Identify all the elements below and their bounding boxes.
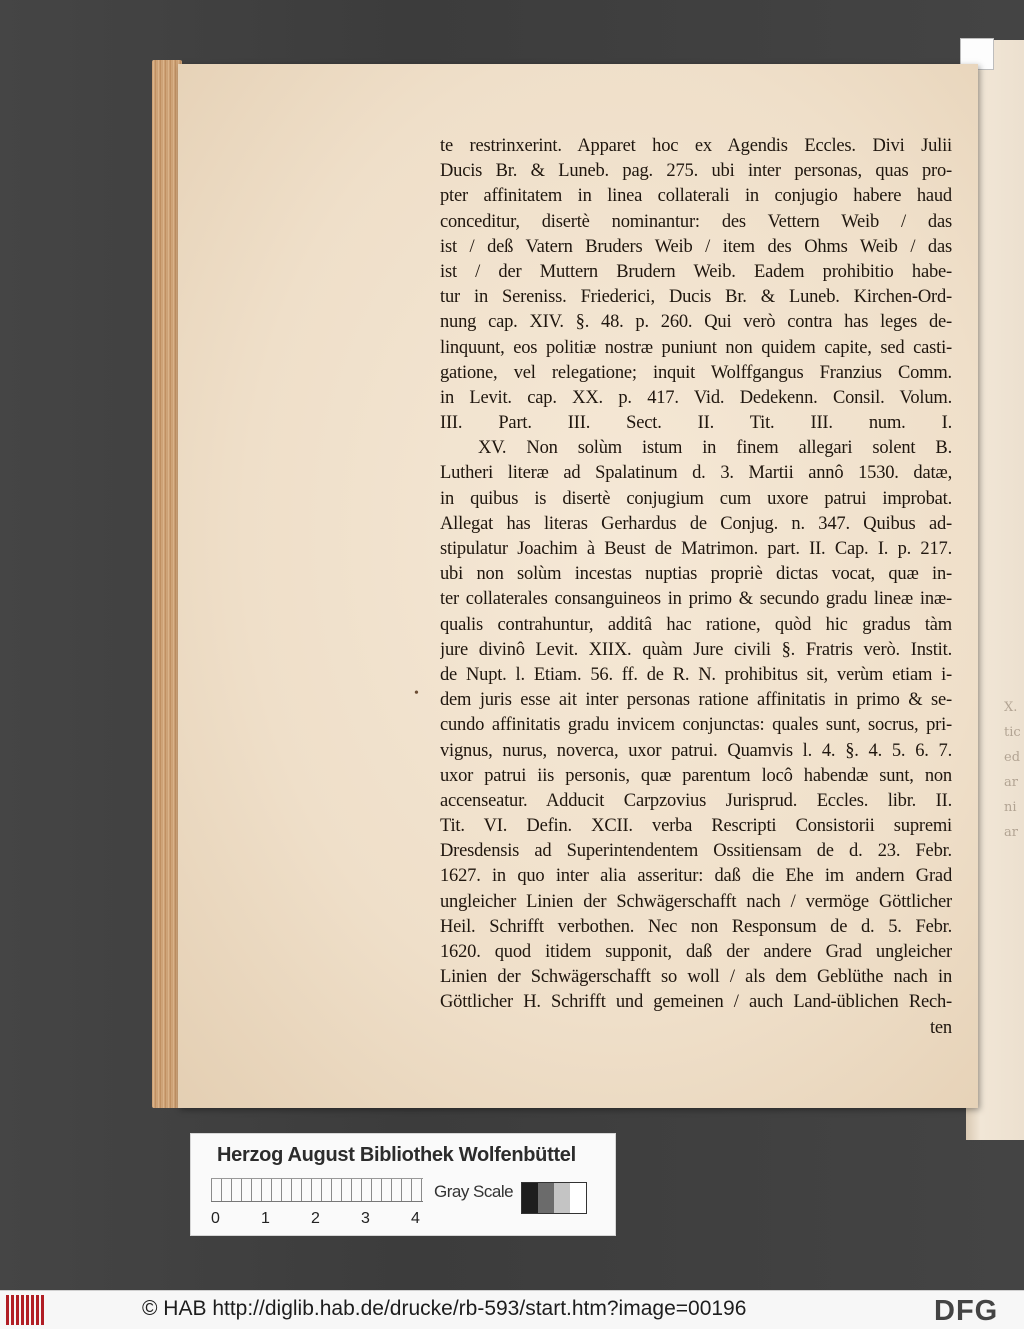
text-line: Heil. Schrifft verbothen. Nec non Responsum de d. 5. Febr.	[440, 916, 952, 937]
grayscale-swatch	[522, 1183, 538, 1213]
text-line: Allegat has literas Gerhardus de Conjug. n. 347. Quibus ad-	[440, 513, 952, 534]
text-line: Tit. VI. Defin. XCII. verba Rescripti Consistorii supremi	[440, 816, 952, 837]
library-label-card	[190, 1133, 616, 1236]
grayscale-swatches	[521, 1182, 587, 1214]
text-line: tur in Sereniss. Friederici, Ducis Br. & Luneb. Kirchen-Ord-	[440, 287, 952, 308]
hab-logo-icon[interactable]	[6, 1295, 46, 1325]
text-line: Ducis Br. & Luneb. pag. 275. ubi inter personas, quas pro-	[440, 161, 952, 182]
facing-page-fragment: ar	[1004, 825, 1018, 840]
text-line: in Levit. cap. XX. p. 417. Vid. Dedekenn. Consil. Volum.	[440, 387, 952, 408]
text-line: ten	[929, 1017, 952, 1038]
text-line: de Nupt. l. Etiam. 56. ff. de R. N. prohibitus sit, verùm etiam i-	[440, 664, 952, 685]
text-line: vignus, nurus, noverca, uxor patrui. Quamvis l. 4. §. 4. 5. 6. 7.	[440, 740, 952, 761]
ruler-number-4: 4	[411, 1210, 420, 1227]
text-line: 1627. in quo inter alia asseritur: daß die Ehe im andern Grad	[440, 866, 952, 887]
facing-page-fragment: ar	[1004, 775, 1018, 790]
scale-ruler	[211, 1178, 423, 1202]
facing-page-fragment: X.	[1004, 700, 1018, 715]
grayscale-label: Gray Scale	[434, 1182, 514, 1201]
text-line: in quibus is disertè conjugium cum uxore patrui improbat.	[440, 488, 952, 509]
dfg-logo[interactable]: DFG	[934, 1295, 999, 1327]
text-line: ter collaterales consanguineos in primo & secundo gradu lineæ inæ-	[440, 589, 952, 610]
text-line: Göttlicher H. Schrifft und gemeinen / auch Land-üblichen Rech-	[440, 992, 952, 1013]
text-line: pter affinitatem in linea collaterali in conjugio habere haud	[440, 186, 952, 207]
ruler-number-0: 0	[211, 1210, 220, 1227]
text-line: Linien der Schwägerschafft so woll / als dem Geblüthe nach in	[440, 967, 952, 988]
footer-bar	[0, 1290, 1024, 1329]
grayscale-swatch	[538, 1183, 554, 1213]
page-text	[440, 134, 952, 1041]
text-line: dem juris esse ait inter personas ratione affinitatis in primo & se-	[440, 690, 952, 711]
text-line: jure divinô Levit. XIIX. quàm Jure civili §. Fratris verò. Instit.	[440, 639, 952, 660]
text-line: qualis contrahuntur, additâ hac ratione, quòd hic gradus tàm	[440, 614, 952, 635]
library-name: Herzog August Bibliothek Wolfenbüttel	[217, 1144, 576, 1166]
text-line: linquunt, eos politiæ nostræ puniunt non quidem capite, sed casti-	[440, 337, 952, 358]
ruler-number-1: 1	[261, 1210, 270, 1227]
margin-mark: •	[414, 686, 419, 701]
text-line: III. Part. III. Sect. II. Tit. III. num. I.	[440, 413, 952, 434]
facing-page-fragment: tic	[1004, 725, 1021, 740]
copyright-link[interactable]: © HAB http://diglib.hab.de/drucke/rb-593/start.htm?image=00196	[142, 1297, 747, 1320]
grayscale-swatch	[570, 1183, 586, 1213]
facing-page-fragment: ni	[1004, 800, 1017, 815]
text-line: ist / der Muttern Brudern Weib. Eadem prohibitio habe-	[440, 261, 952, 282]
text-line: Lutheri literæ ad Spalatinum d. 3. Martii annô 1530. datæ,	[440, 463, 952, 484]
text-line: te restrinxerint. Apparet hoc ex Agendis Eccles. Divi Julii	[440, 136, 952, 156]
text-line: gatione, vel relegatione; inquit Wolffgangus Franzius Comm.	[440, 362, 952, 383]
text-line: 1620. quod itidem supponit, daß der andere Grad ungleicher	[440, 942, 952, 962]
text-line: nung cap. XIV. §. 48. p. 260. Qui verò contra has leges de-	[440, 312, 952, 333]
text-line: ungleicher Linien der Schwägerschafft nach / vermöge Göttlicher	[440, 891, 952, 912]
text-line: uxor patrui iis personis, quæ parentum locô habendæ sunt, non	[440, 765, 952, 786]
ruler-number-2: 2	[311, 1210, 320, 1227]
text-line: conceditur, disertè nominantur: des Vettern Weib / das	[440, 211, 952, 232]
text-line: XV. Non solùm istum in finem allegari solent B.	[478, 438, 952, 459]
facing-page-fragment: ed	[1004, 750, 1021, 765]
text-line: stipulatur Joachim à Beust de Matrimon. part. II. Cap. I. p. 217.	[440, 539, 952, 559]
text-line: ubi non solùm incestas nuptias propriè dictas vocat, quæ in-	[440, 564, 952, 585]
grayscale-swatch	[554, 1183, 570, 1213]
text-line: ist / deß Vatern Bruders Weib / item des Ohms Weib / das	[440, 236, 952, 257]
ruler-number-3: 3	[361, 1210, 370, 1227]
text-line: Dresdensis ad Superintendentem Ossitiensam de d. 23. Febr.	[440, 841, 952, 862]
text-line: accenseatur. Adducit Carpzovius Jurisprud. Eccles. libr. II.	[440, 790, 952, 811]
text-line: cundo affinitatis gradu invicem conjunctas: quales sunt, socrus, pri-	[440, 715, 952, 736]
facing-page-text	[1004, 700, 1024, 850]
